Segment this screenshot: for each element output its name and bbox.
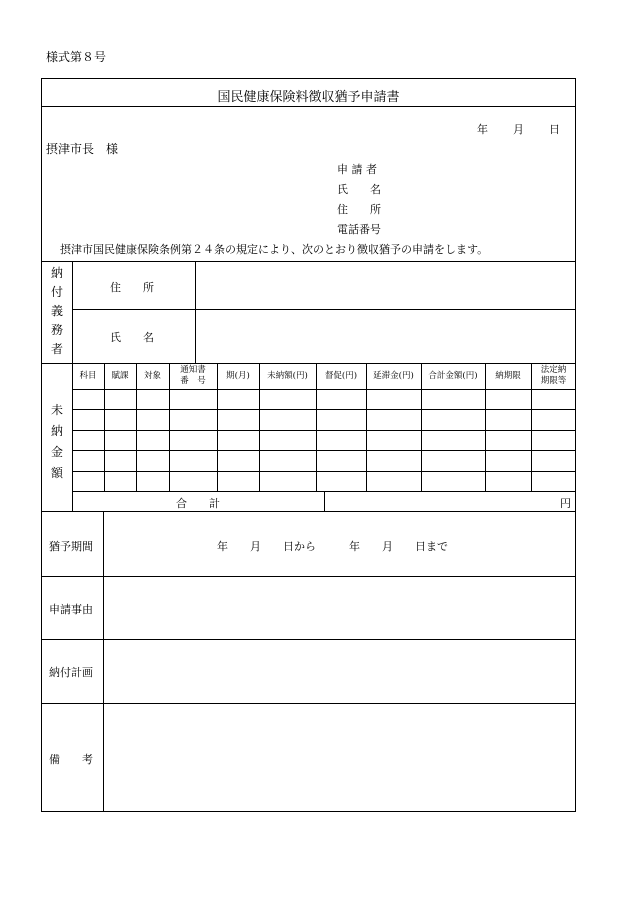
table-header-cell: 期(月) [226, 370, 250, 381]
table-header-cell: 通知書 番 号 [180, 365, 206, 386]
date-day: 日 [549, 123, 560, 136]
table-header-cell: 納期限 [495, 370, 521, 381]
postponement-label: 猶予期間 [49, 540, 93, 553]
remarks-label: 備 考 [49, 753, 93, 766]
unpaid-label: 未 納 金 額 [50, 403, 63, 480]
applicant-address-label: 住 所 [337, 203, 381, 216]
divider [103, 511, 104, 812]
table-header-cell: 延滞金(円) [373, 370, 414, 381]
reason-label: 申請事由 [49, 603, 93, 616]
table-row [72, 471, 576, 472]
total-label: 合 計 [176, 497, 220, 510]
form-title: 国民健康保険料徴収猶予申請書 [217, 90, 400, 105]
table-row [72, 409, 576, 410]
divider [72, 309, 576, 310]
obligor-name-label: 氏 名 [110, 331, 154, 344]
total-yen: 円 [560, 497, 571, 510]
divider [41, 261, 576, 262]
table-row [72, 450, 576, 451]
table-header-cell: 督促(円) [324, 370, 358, 381]
form-number: 様式第８号 [46, 50, 107, 64]
divider [41, 106, 576, 107]
table-row [72, 430, 576, 431]
plan-label: 納付計画 [49, 666, 93, 679]
applicant-name-label: 氏 名 [337, 183, 381, 196]
applicant-phone-label: 電話番号 [337, 223, 381, 236]
divider [41, 639, 576, 640]
statement: 摂津市国民健康保険条例第２４条の規定により、次のとおり徴収猶予の申請をします。 [60, 243, 489, 256]
table-header-cell: 合計金額(円) [428, 370, 478, 381]
form-frame [41, 78, 576, 812]
divider [41, 511, 576, 512]
table-row [72, 389, 576, 390]
date-month: 月 [513, 123, 524, 136]
table-header-cell: 科目 [79, 370, 97, 381]
table-header-cell: 賦課 [111, 370, 129, 381]
divider [195, 261, 196, 363]
table-header-cell: 法定納 期限等 [540, 365, 567, 386]
date-year: 年 [477, 123, 488, 136]
divider [41, 576, 576, 577]
table-header-cell: 未納額(円) [267, 370, 308, 381]
divider [41, 703, 576, 704]
obligor-address-label: 住 所 [110, 281, 154, 294]
postponement-period: 年 月 日から 年 月 日まで [217, 540, 448, 553]
divider [324, 491, 325, 511]
addressee: 摂津市長 様 [46, 142, 119, 156]
obligor-label: 納 付 義 務 者 [50, 266, 63, 356]
applicant-label: 申 請 者 [337, 163, 377, 176]
table-header-cell: 対象 [143, 370, 161, 381]
